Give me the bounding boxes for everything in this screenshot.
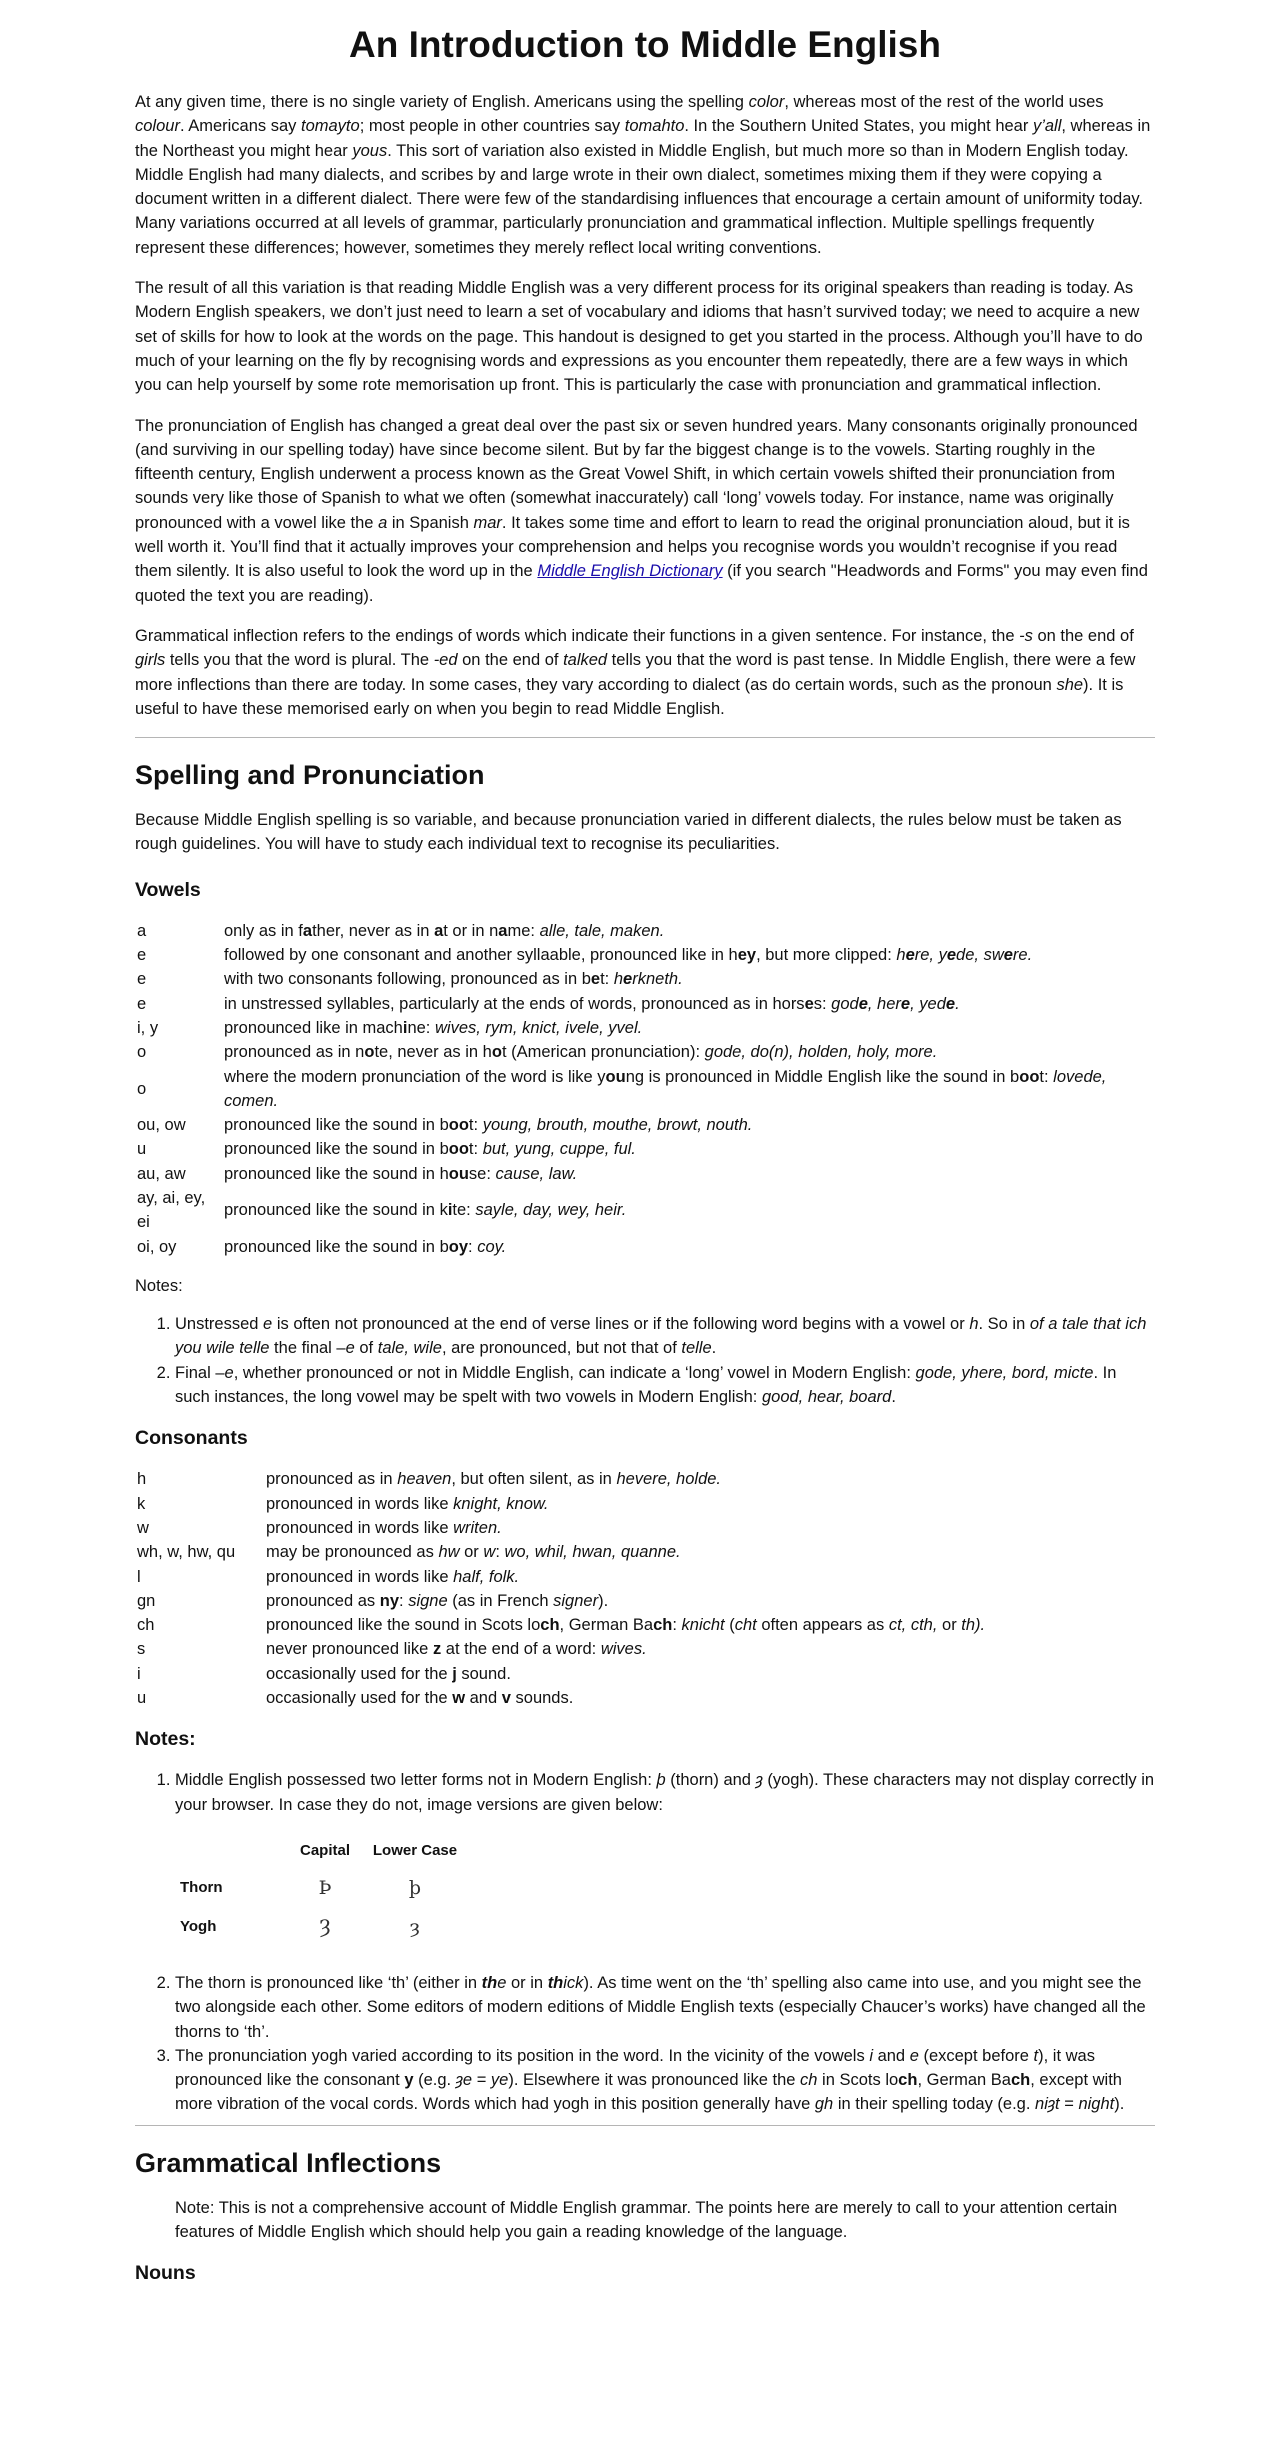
vowel-note: 2. Final –e, whether pronounced or not in Middle English, can indicate a ‘long’ vowel in Modern English: gode, yhere, bord, micte. In such instances, the long vowel may be spelt with two vowels in Modern English: good, hear, board. [175, 1361, 1155, 1410]
consonant-description: pronounced like the sound in Scots loch, German Bach: knicht (cht often appears as ct, cth, or th). [266, 1616, 986, 1635]
thorn-yogh-table [175, 1833, 465, 1947]
vowel-key: i, y [137, 1018, 159, 1037]
intro-paragraph-3: The pronunciation of English has changed a great deal over the past six or seven hundred years. Many consonants originally pronounced (and surviving in our spelling today) have since become silent. But by far the biggest change is to the vowels. Starting roughly in the fifteenth century, English underwent a process known as the Great Vowel Shift, in which certain vowels shifted their pronunciation from sounds very like those of Spanish to what we often (somewhat inaccurately) call ‘long’ vowels today. For instance, name was originally pronounced with a vowel like the a in Spanish mar. It takes some time and effort to learn to read the original pronunciation aloud, but it is well worth it. You’ll find that it actually improves your comprehension and helps you recognise words you wouldn’t recognise if you read them silently. It is also useful to look the word up in the Middle English Dictionary (if you search "Headwords and Forms" you may even find quoted the text you are reading). [135, 416, 1148, 605]
consonant-key: h [137, 1470, 147, 1489]
consonant-row [135, 1686, 1155, 1710]
vowel-note: 1. Unstressed e is often not pronounced at the end of verse lines or if the following word begins with a vowel or h. So in of a tale that ich you wile telle the final –e of tale, wile, are pronounced, but not that of telle. [175, 1312, 1155, 1361]
vowel-description: pronounced like in machine: wives, rym, knict, ivele, yvel. [224, 1018, 643, 1037]
consonant-description: occasionally used for the w and v sounds. [266, 1689, 574, 1708]
vowel-key: a [137, 921, 147, 940]
vowel-description: pronounced like the sound in boot: but, yung, cuppe, ful. [224, 1140, 636, 1159]
vowel-description: pronounced like the sound in kite: sayle, day, wey, heir. [224, 1201, 627, 1220]
consonant-row [135, 1662, 1155, 1686]
consonant-note [175, 1768, 1155, 1947]
divider [135, 737, 1155, 738]
consonant-row [135, 1565, 1155, 1589]
table-row [175, 1908, 465, 1947]
vowel-key: e [137, 970, 147, 989]
consonant-description: may be pronounced as hw or w: wo, whil, hwan, quanne. [266, 1543, 681, 1562]
vowel-description: with two consonants following, pronounced as in bet: herkneth. [224, 970, 683, 989]
consonant-key: l [137, 1567, 141, 1586]
consonant-description: pronounced as in heaven, but often silent, as in hevere, holde. [266, 1470, 722, 1489]
vowel-notes-list [135, 1312, 1155, 1409]
table-row [175, 1869, 465, 1908]
nouns-heading: Nouns [135, 2262, 196, 2285]
vowel-key: u [137, 1140, 147, 1159]
vowel-description: followed by one consonant and another syllaable, pronounced like in hey, but more clipped: here, yede, swere. [224, 946, 1033, 965]
divider [135, 2125, 1155, 2126]
consonant-key: i [137, 1664, 141, 1683]
vowel-key: e [137, 994, 147, 1013]
row-label-yogh: Yogh [180, 1918, 217, 1936]
vowels-table [135, 919, 1155, 1259]
vowel-notes-label: Notes: [135, 1276, 183, 1295]
vowel-description: pronounced like the sound in house: cause, law. [224, 1164, 578, 1183]
consonant-key: wh, w, hw, qu [137, 1543, 236, 1562]
consonant-notes-list [135, 1768, 1155, 2116]
vowel-row [135, 1137, 1155, 1161]
row-label-thorn: Thorn [180, 1879, 223, 1897]
consonant-row [135, 1467, 1155, 1491]
vowel-key: au, aw [137, 1164, 186, 1183]
yogh-lower-glyph: ȝ [410, 1916, 420, 1939]
consonant-row [135, 1516, 1155, 1540]
vowel-row [135, 1040, 1155, 1064]
consonant-key: w [137, 1518, 149, 1537]
consonant-description: pronounced as ny: signe (as in French signer). [266, 1591, 609, 1610]
consonant-row [135, 1492, 1155, 1516]
consonant-note: 2. The thorn is pronounced like ‘th’ (either in the or in thick). As time went on the ‘th’ spelling also came into use, and you might see the two alongside each other. Some editors of modern editions of Middle English texts (especially Chaucer’s works) have changed all the thorns to ‘th’. [175, 1971, 1155, 2044]
thorn-capital-glyph: Þ [318, 1877, 332, 1900]
vowel-key: o [137, 1043, 147, 1062]
consonant-notes-heading: Notes: [135, 1728, 196, 1751]
yogh-capital-glyph: Ȝ [319, 1916, 331, 1939]
vowel-row [135, 967, 1155, 991]
vowel-key: ou, ow [137, 1116, 186, 1135]
vowel-description: only as in father, never as in at or in name: alle, tale, maken. [224, 921, 665, 940]
consonant-key: gn [137, 1591, 156, 1610]
consonants-table [135, 1467, 1155, 1710]
consonant-key: u [137, 1689, 147, 1708]
vowel-row [135, 1016, 1155, 1040]
intro-paragraph-2: The result of all this variation is that reading Middle English was a very different process for its original speakers than reading is today. As Modern English speakers, we don’t just need to learn a set of vocabulary and idioms that hasn’t survived today; we need to acquire a new set of skills for how to look at the words on the page. This handout is designed to get you started in the process. Although you’ll have to do much of your learning on the fly by recognising words and expressions as you encounter them repeatedly, there are a few ways in which you can help yourself by some rote memorisation up front. This is particularly the case with pronunciation and grammatical inflection. [135, 279, 1143, 395]
consonant-row [135, 1637, 1155, 1661]
vowel-row [135, 1113, 1155, 1137]
consonant-row [135, 1613, 1155, 1637]
consonant-description: pronounced in words like knight, know. [266, 1494, 549, 1513]
vowel-row [135, 992, 1155, 1016]
vowel-row [135, 1065, 1155, 1114]
consonants-heading: Consonants [135, 1427, 248, 1450]
consonant-description: occasionally used for the j sound. [266, 1664, 511, 1683]
vowel-row [135, 1162, 1155, 1186]
intro-paragraph-1: At any given time, there is no single variety of English. Americans using the spelling color, whereas most of the rest of the world uses colour. Americans say tomayto; most people in other countries say tomahto. In the Southern United States, you might hear y’all, whereas in the Northeast you might hear yous. This sort of variation also existed in Middle English, but much more so than in Modern English today. Middle English had many dialects, and scribes by and large wrote in their own dialect, sometimes mixing them if they were copying a document written in a different dialect. There were few of the standardising influences that encourage a certain amount of uniformity today. Many variations occurred at all levels of grammar, particularly pronunciation and grammatical inflection. Multiple spellings frequently represent these differences; however, sometimes they merely reflect local writing conventions. [135, 93, 1151, 257]
grammar-note: Note: This is not a comprehensive account of Middle English grammar. The points here are merely to call to your attention certain features of Middle English which should help you gain a reading knowledge of the language. [175, 2198, 1118, 2241]
page-title: An Introduction to Middle English [349, 24, 941, 65]
consonant-description: pronounced in words like writen. [266, 1518, 502, 1537]
vowel-key: ay, ai, ey, ei [137, 1188, 206, 1232]
vowel-description: pronounced like the sound in boot: young, brouth, mouthe, browt, nouth. [224, 1116, 753, 1135]
vowel-key: o [137, 1079, 147, 1098]
column-header-lower-case: Lower Case [372, 1841, 458, 1859]
section-heading-spelling: Spelling and Pronunciation [135, 760, 485, 791]
consonant-key: s [137, 1640, 146, 1659]
consonant-description: pronounced in words like half, folk. [266, 1567, 520, 1586]
section-heading-grammar: Grammatical Inflections [135, 2147, 442, 2178]
vowel-row [135, 1235, 1155, 1259]
consonant-key: ch [137, 1616, 155, 1635]
vowel-row [135, 943, 1155, 967]
consonant-note: 3. The pronunciation yogh varied according to its position in the word. In the vicinity of the vowels i and e (except before t), it was pronounced like the consonant y (e.g. ȝe = ye). Elsewhere it was pronounced like the ch in Scots loch, German Bach, except with more vibration of the vocal cords. Words which had yogh in this position generally have gh in their spelling today (e.g. niȝt = night). [175, 2044, 1155, 2117]
vowel-description: in unstressed syllables, particularly at the ends of words, pronounced as in horses: gode, here, yede. [224, 994, 960, 1013]
vowel-key: oi, oy [137, 1237, 177, 1256]
vowel-description: pronounced like the sound in boy: coy. [224, 1237, 507, 1256]
vowel-row [135, 1186, 1155, 1235]
vowel-description: where the modern pronunciation of the word is like young is pronounced in Middle English like the sound in boot: lovede, comen. [224, 1067, 1107, 1110]
vowel-key: e [137, 946, 147, 965]
column-header-capital: Capital [299, 1841, 350, 1859]
spelling-intro: Because Middle English spelling is so variable, and because pronunciation varied in different dialects, the rules below must be taken as rough guidelines. You will have to study each individual text to recognise its peculiarities. [135, 811, 1122, 854]
consonant-row [135, 1540, 1155, 1564]
consonant-description: never pronounced like z at the end of a word: wives. [266, 1640, 647, 1659]
consonant-row [135, 1589, 1155, 1613]
consonant-key: k [137, 1494, 146, 1513]
vowel-description: pronounced as in note, never as in hot (American pronunciation): gode, do(n), holden, holy, more. [224, 1043, 938, 1062]
vowels-heading: Vowels [135, 878, 201, 901]
thorn-lower-glyph: þ [408, 1877, 422, 1900]
intro-paragraph-4: Grammatical inflection refers to the endings of words which indicate their functions in a given sentence. For instance, the -s on the end of girls tells you that the word is plural. The -ed on the end of talked tells you that the word is past tense. In Middle English, there were a few more inflections than there are today. In some cases, they vary according to dialect (as do certain words, such as the pronoun she). It is useful to have these memorised early on when you begin to read Middle English. [135, 626, 1136, 718]
dictionary-link[interactable]: Middle English Dictionary [537, 562, 723, 581]
vowel-row [135, 919, 1155, 943]
consonant-note-text: Middle English possessed two letter forms not in Modern English: þ (thorn) and ȝ (yogh). These characters may not display correctly in your browser. In case they do not, image versions are given below: [175, 1771, 1155, 1814]
